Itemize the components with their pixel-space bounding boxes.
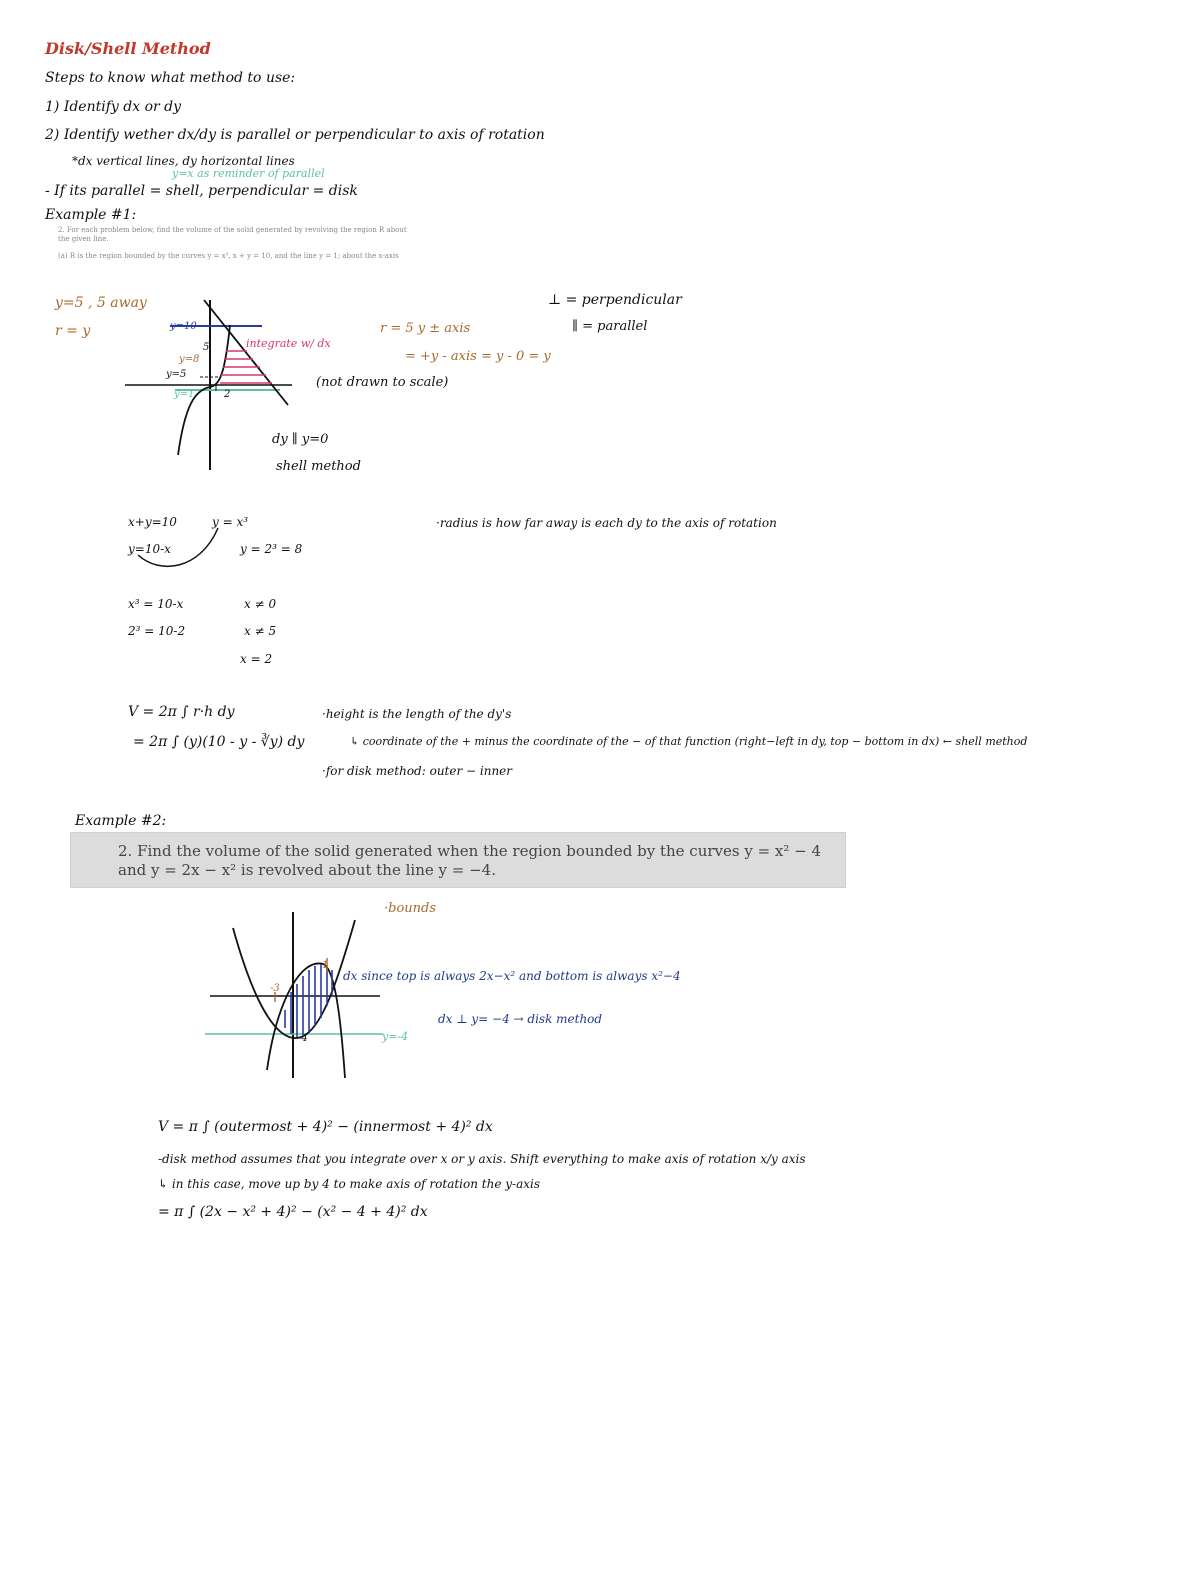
dy-parallel: dy ∥ y=0	[272, 432, 329, 447]
work-eq8: x ≠ 5	[244, 624, 277, 638]
graph1-label-integrate: integrate w/ dx	[246, 337, 331, 350]
volume2-line2: = π ∫ (2x − x² + 4)² − (x² − 4 + 4)² dx	[158, 1204, 428, 1220]
height-note: ·height is the length of the dy's	[322, 707, 512, 721]
volume1-line2: = 2π ∫ (y)(10 - y - ∛y) dy	[133, 734, 305, 750]
radius-note: ·radius is how far away is each dy to the axis of rotation	[436, 516, 777, 530]
work-eq4: y = 2³ = 8	[240, 542, 303, 556]
graph2-label-y-neg4: y=-4	[382, 1030, 409, 1043]
work-eq9: x = 2	[240, 652, 273, 666]
graph1-label-y8: y=8	[179, 354, 200, 365]
example1-problem-intro: 2. For each problem below, find the volume of the solid generated by revolving the region R about the given line.	[58, 226, 407, 244]
graph1-label-y1: y=1	[174, 389, 195, 400]
page-title: Disk/Shell Method	[45, 39, 211, 58]
curve-2x-minus-x2	[267, 960, 345, 1078]
step-2: 2) Identify wether dx/dy is parallel or perpendicular to axis of rotation	[45, 127, 545, 143]
disk-note-2: -disk method assumes that you integrate over x or y axis. Shift everything to make axis of rotation x/y axis	[158, 1152, 806, 1166]
example1-problem-part: (a) R is the region bounded by the curves y = x³, x + y = 10, and the line y = 1; about the x-axis	[58, 251, 399, 260]
note-lines: *dx vertical lines, dy horizontal lines	[72, 154, 295, 168]
volume1-line1: V = 2π ∫ r·h dy	[128, 704, 235, 720]
example2-problem-line1: 2. Find the volume of the solid generated when the region bounded by the curves y = x² − 4	[118, 842, 822, 860]
graph1-label-2: 2	[224, 389, 231, 400]
work-eq2: y = x³	[212, 515, 249, 529]
step-1: 1) Identify dx or dy	[45, 99, 182, 115]
work-eq5: x³ = 10-x	[128, 597, 184, 611]
graph2-label-1: 1	[322, 960, 329, 971]
shaded-region	[220, 351, 272, 383]
perp-legend: ⊥ = perpendicular	[548, 292, 682, 308]
graph2-label-neg4: -4	[298, 1033, 308, 1044]
example1-problem	[58, 226, 418, 268]
disk-note-1: ·for disk method: outer − inner	[322, 764, 513, 778]
example2-problem-box	[70, 832, 846, 888]
rule-note: y=x as reminder of parallel	[172, 167, 325, 180]
graph1-label-y5: y=5	[166, 369, 187, 380]
example1-graph	[120, 295, 320, 475]
example2-label: Example #2:	[75, 813, 167, 829]
work-eq1: x+y=10	[128, 515, 177, 529]
example1-label: Example #1:	[45, 207, 137, 223]
graph1-label-y10: y=10	[170, 321, 197, 332]
bounds-note: ·bounds	[384, 901, 437, 916]
work-arrow	[130, 520, 240, 580]
parallel-legend: ∥ = parallel	[572, 319, 648, 334]
r-note-2: = +y - axis = y - 0 = y	[405, 349, 551, 364]
graph2-label-neg3: -3	[270, 983, 280, 994]
work-eq3: y=10-x	[128, 542, 171, 556]
volume2-line1: V = π ∫ (outermost + 4)² − (innermost + 4)² dx	[158, 1119, 493, 1135]
dx-perp: dx ⊥ y= −4 → disk method	[438, 1012, 603, 1026]
work-eq6: x ≠ 0	[244, 597, 277, 611]
example2-problem	[118, 842, 828, 880]
case-note: ↳ in this case, move up by 4 to make axis of rotation the y-axis	[158, 1177, 541, 1191]
r-note-1: r = 5 y ± axis	[380, 321, 471, 336]
not-to-scale: (not drawn to scale)	[316, 375, 449, 390]
graph1-label-5: 5	[203, 342, 210, 353]
example2-graph	[205, 910, 405, 1080]
dx-note: dx since top is always 2x−x² and bottom is always x²−4	[343, 969, 681, 983]
work-eq7: 2³ = 10-2	[128, 624, 186, 638]
steps-heading: Steps to know what method to use:	[45, 70, 296, 86]
example2-problem-line2: and y = 2x − x² is revolved about the line y = −4.	[118, 861, 496, 879]
rule: - If its parallel = shell, perpendicular = disk	[45, 183, 358, 199]
side-note-1: y=5 , 5 away	[55, 295, 147, 311]
side-note-2: r = y	[55, 323, 91, 339]
shell-method: shell method	[276, 459, 361, 474]
height-sub: ↳ coordinate of the + minus the coordinate of the − of that function (right−left in dy, top − bottom in dx) ← shell method	[350, 735, 1028, 748]
